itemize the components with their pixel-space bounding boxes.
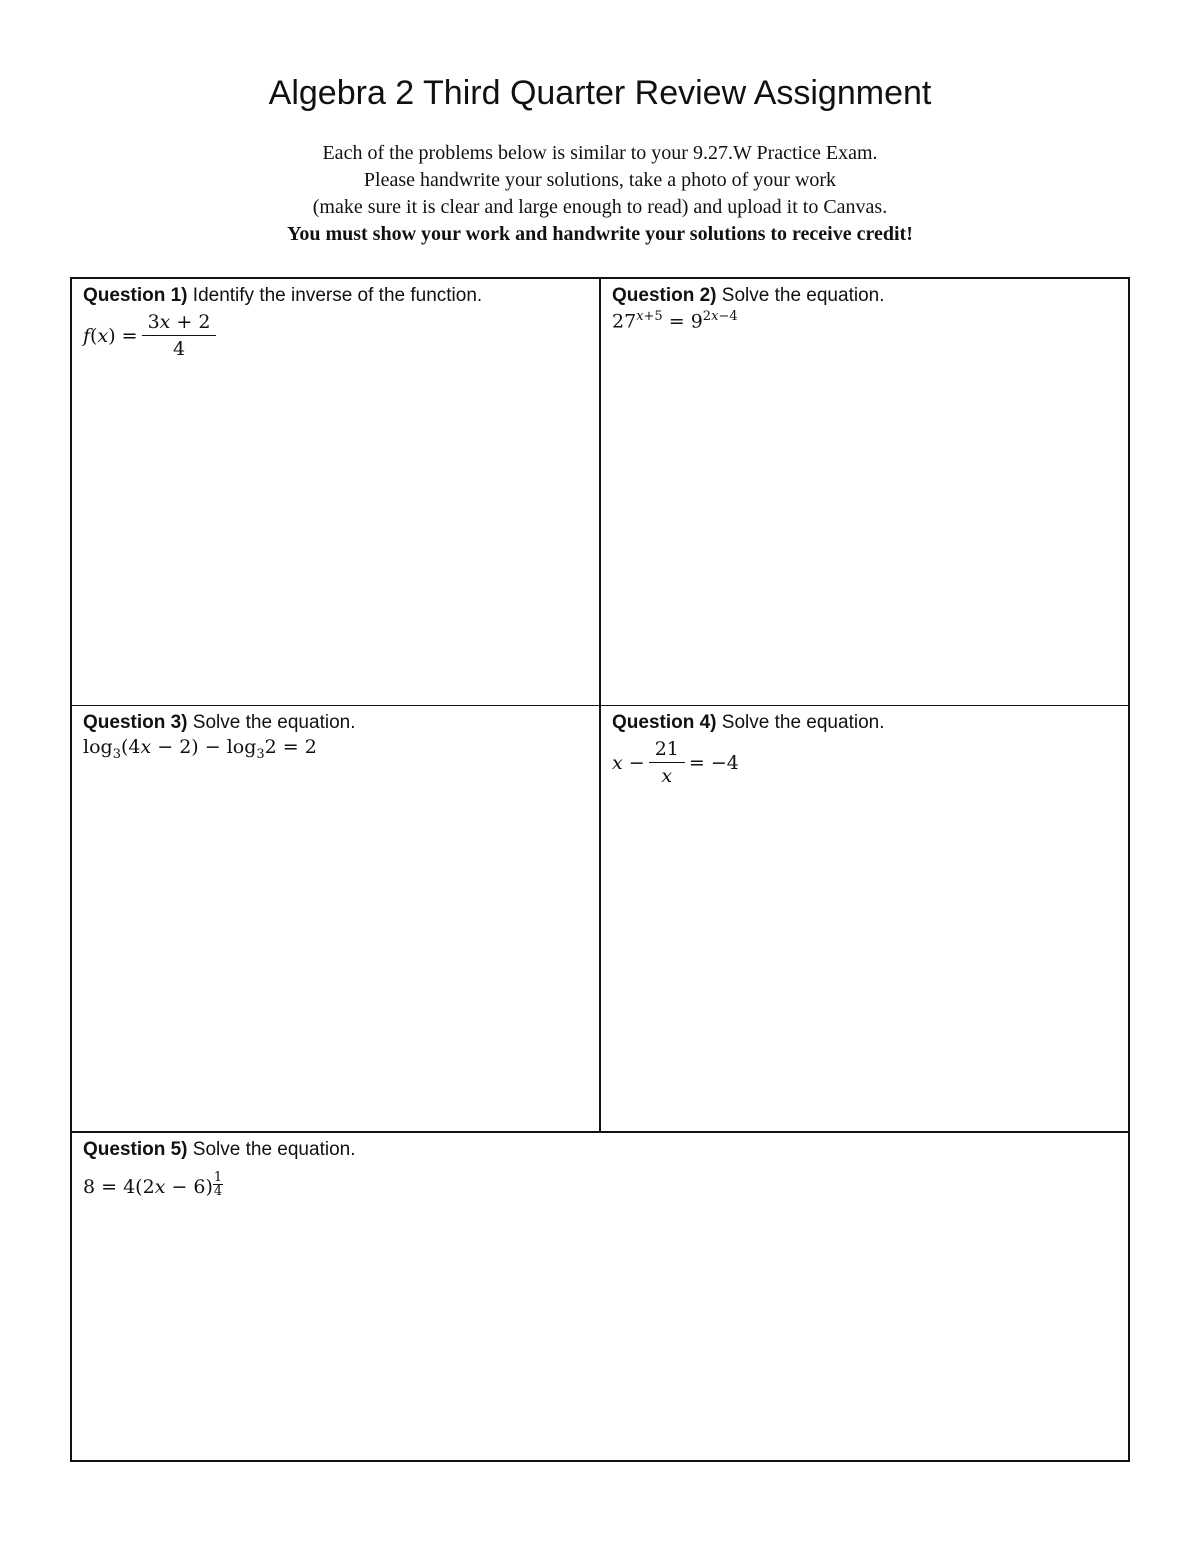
question-4-prompt: Solve the equation.	[721, 712, 885, 733]
question-3-label: Question 3)	[83, 712, 188, 733]
question-5-prompt: Solve the equation.	[192, 1139, 356, 1160]
question-1-box	[72, 279, 601, 706]
question-3-box	[72, 706, 601, 1133]
question-5-label: Question 5)	[83, 1139, 188, 1160]
fraction: $\frac{21}{x}$	[649, 738, 685, 787]
instruction-line-1: Each of the problems below is similar to your 9.27.W Practice Exam.	[322, 142, 878, 164]
question-1-label: Question 1)	[83, 285, 188, 306]
instruction-line-3: (make sure it is clear and large enough to read) and upload it to Canvas.	[312, 196, 888, 218]
question-2-prompt: Solve the equation.	[721, 285, 885, 306]
question-1-prompt: Identify the inverse of the function.	[192, 285, 483, 306]
question-5-equation: 8 = 4(2x − 6) $\frac{1}{4}$	[83, 1170, 223, 1199]
question-4-box	[601, 706, 1128, 1133]
question-4-equation: x − $\frac{21}{x}$ = −4	[612, 738, 739, 787]
question-5-box	[72, 1133, 1128, 1460]
question-2-label: Question 2)	[612, 285, 717, 306]
question-1-heading	[83, 283, 588, 309]
question-2-heading	[612, 283, 1117, 309]
question-2-box	[601, 279, 1128, 706]
question-2-equation: $27^{x+5} = 9^{2x-4}$	[612, 309, 738, 333]
questions-grid	[70, 277, 1130, 1462]
question-3-prompt: Solve the equation.	[192, 712, 356, 733]
question-1-equation: f(x) = $\frac{3x + 2}{4}$	[83, 311, 588, 360]
instructions	[0, 140, 1200, 248]
instruction-line-2: Please handwrite your solutions, take a photo of your work	[363, 169, 837, 191]
question-3-equation: $\log_3(4x - 2) - \log_32 = 2$	[83, 736, 317, 762]
question-5-heading	[83, 1137, 1117, 1163]
page-title: Algebra 2 Third Quarter Review Assignment	[268, 74, 932, 112]
question-3-heading	[83, 710, 588, 736]
question-4-heading	[612, 710, 1117, 736]
instruction-line-4: You must show your work and handwrite your solutions to receive credit!	[287, 223, 913, 245]
exponent-fraction: $\frac{1}{4}$	[213, 1170, 223, 1199]
question-4-label: Question 4)	[612, 712, 717, 733]
fraction: $\frac{3x + 2}{4}$	[142, 311, 217, 360]
